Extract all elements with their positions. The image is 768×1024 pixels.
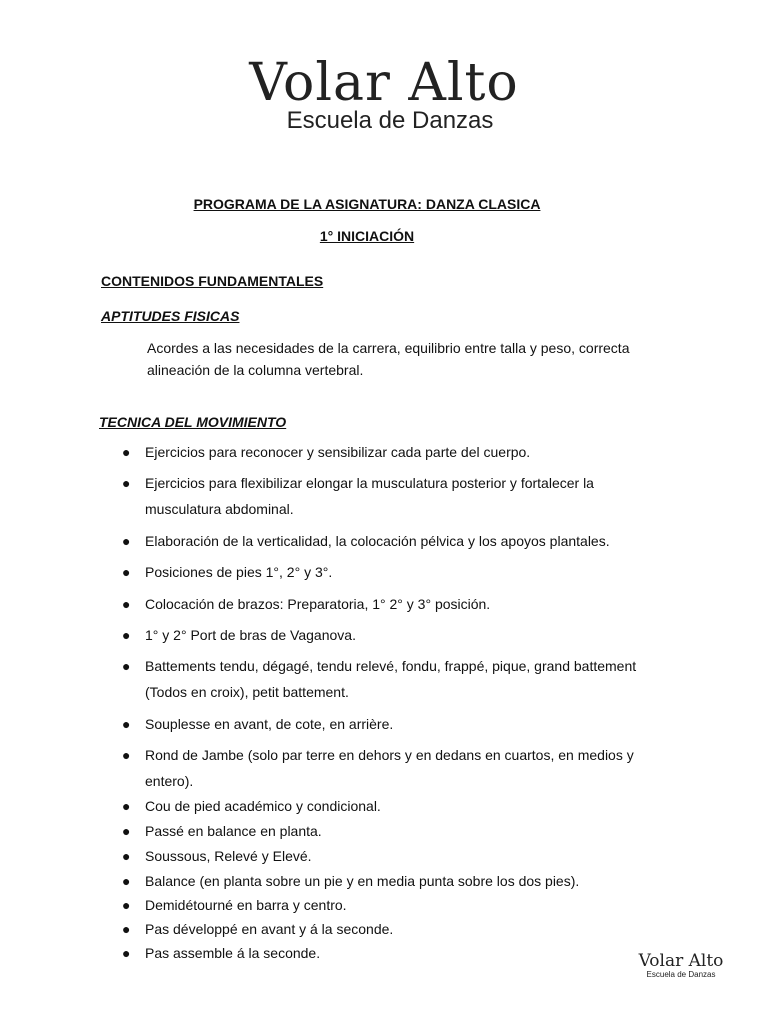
list-item-text: Pas assemble á la seconde.	[145, 945, 321, 961]
bullet-icon: ●	[122, 596, 131, 612]
list-item	[122, 821, 682, 841]
list-item-text: Posiciones de pies 1°, 2° y 3°.	[145, 564, 333, 580]
bullet-icon: ●	[122, 533, 131, 549]
list-item	[122, 711, 682, 737]
bullet-icon: ●	[122, 564, 131, 580]
bullet-icon: ●	[122, 921, 131, 937]
list-item-text: Pas développé en avant y á la seconde.	[145, 921, 394, 937]
bullet-icon: ●	[122, 798, 131, 814]
bullet-icon: ●	[122, 897, 131, 913]
bullet-icon: ●	[122, 747, 131, 763]
list-item	[122, 943, 682, 963]
list-item-text: Demidétourné en barra y centro.	[145, 897, 347, 913]
list-item	[122, 919, 682, 939]
logo-title: Volar Alto	[249, 53, 519, 113]
list-item-text: Battements tendu, dégagé, tendu relevé, fondu, frappé, pique, grand battement (Todos en croix), petit battement.	[145, 658, 637, 700]
list-item	[122, 591, 682, 617]
heading-tecnica: TECNICA DEL MOVIMIENTO	[99, 414, 287, 430]
list-item	[122, 470, 662, 522]
bullet-icon: ●	[122, 658, 131, 674]
footer-logo-subtitle: Escuela de Danzas	[646, 970, 716, 979]
list-item-text: Elaboración de la verticalidad, la colocación pélvica y los apoyos plantales.	[145, 533, 610, 549]
heading-contenidos: CONTENIDOS FUNDAMENTALES	[101, 273, 324, 289]
bullet-icon: ●	[122, 945, 131, 961]
page-subtitle: 1° INICIACIÓN	[319, 228, 415, 244]
list-item-text: Ejercicios para reconocer y sensibilizar cada parte del cuerpo.	[145, 444, 531, 460]
list-item-text: Balance (en planta sobre un pie y en media punta sobre los dos pies).	[145, 873, 580, 889]
list-item	[122, 559, 682, 585]
heading-aptitudes: APTITUDES FISICAS	[101, 308, 240, 324]
page-title: PROGRAMA DE LA ASIGNATURA: DANZA CLASICA	[193, 196, 541, 212]
list-item	[122, 871, 682, 891]
list-item-text: Souplesse en avant, de cote, en arrière.	[145, 716, 394, 732]
list-item-text: Soussous, Relevé y Elevé.	[145, 848, 312, 864]
logo-subtitle: Escuela de Danzas	[286, 107, 494, 134]
bullet-icon: ●	[122, 716, 131, 732]
bullet-icon: ●	[122, 444, 131, 460]
list-item-text: Rond de Jambe (solo par terre en dehors y en dedans en cuartos, en medios y entero).	[145, 747, 634, 789]
bullet-icon: ●	[122, 873, 131, 889]
list-item	[122, 796, 682, 816]
list-item-text: Colocación de brazos: Preparatoria, 1° 2° y 3° posición.	[145, 596, 491, 612]
bullet-icon: ●	[122, 823, 131, 839]
list-item	[122, 439, 682, 465]
list-item-text: Passé en balance en planta.	[145, 823, 322, 839]
list-item	[122, 895, 682, 915]
list-item-text: 1° y 2° Port de bras de Vaganova.	[145, 627, 356, 643]
bullet-icon: ●	[122, 475, 131, 491]
list-item	[122, 653, 642, 705]
list-item	[122, 846, 682, 866]
bullet-icon: ●	[122, 848, 131, 864]
aptitudes-paragraph: Acordes a las necesidades de la carrera, equilibrio entre talla y peso, correcta alineación de la columna vertebral.	[147, 340, 630, 378]
footer-logo	[626, 952, 736, 979]
list-item	[122, 528, 702, 554]
list-item	[122, 742, 642, 794]
list-item	[122, 622, 682, 648]
footer-logo-title: Volar Alto	[638, 951, 724, 971]
list-item-text: Ejercicios para flexibilizar elongar la musculatura posterior y fortalecer la musculatura abdominal.	[145, 475, 594, 517]
bullet-icon: ●	[122, 627, 131, 643]
list-item-text: Cou de pied académico y condicional.	[145, 798, 381, 814]
